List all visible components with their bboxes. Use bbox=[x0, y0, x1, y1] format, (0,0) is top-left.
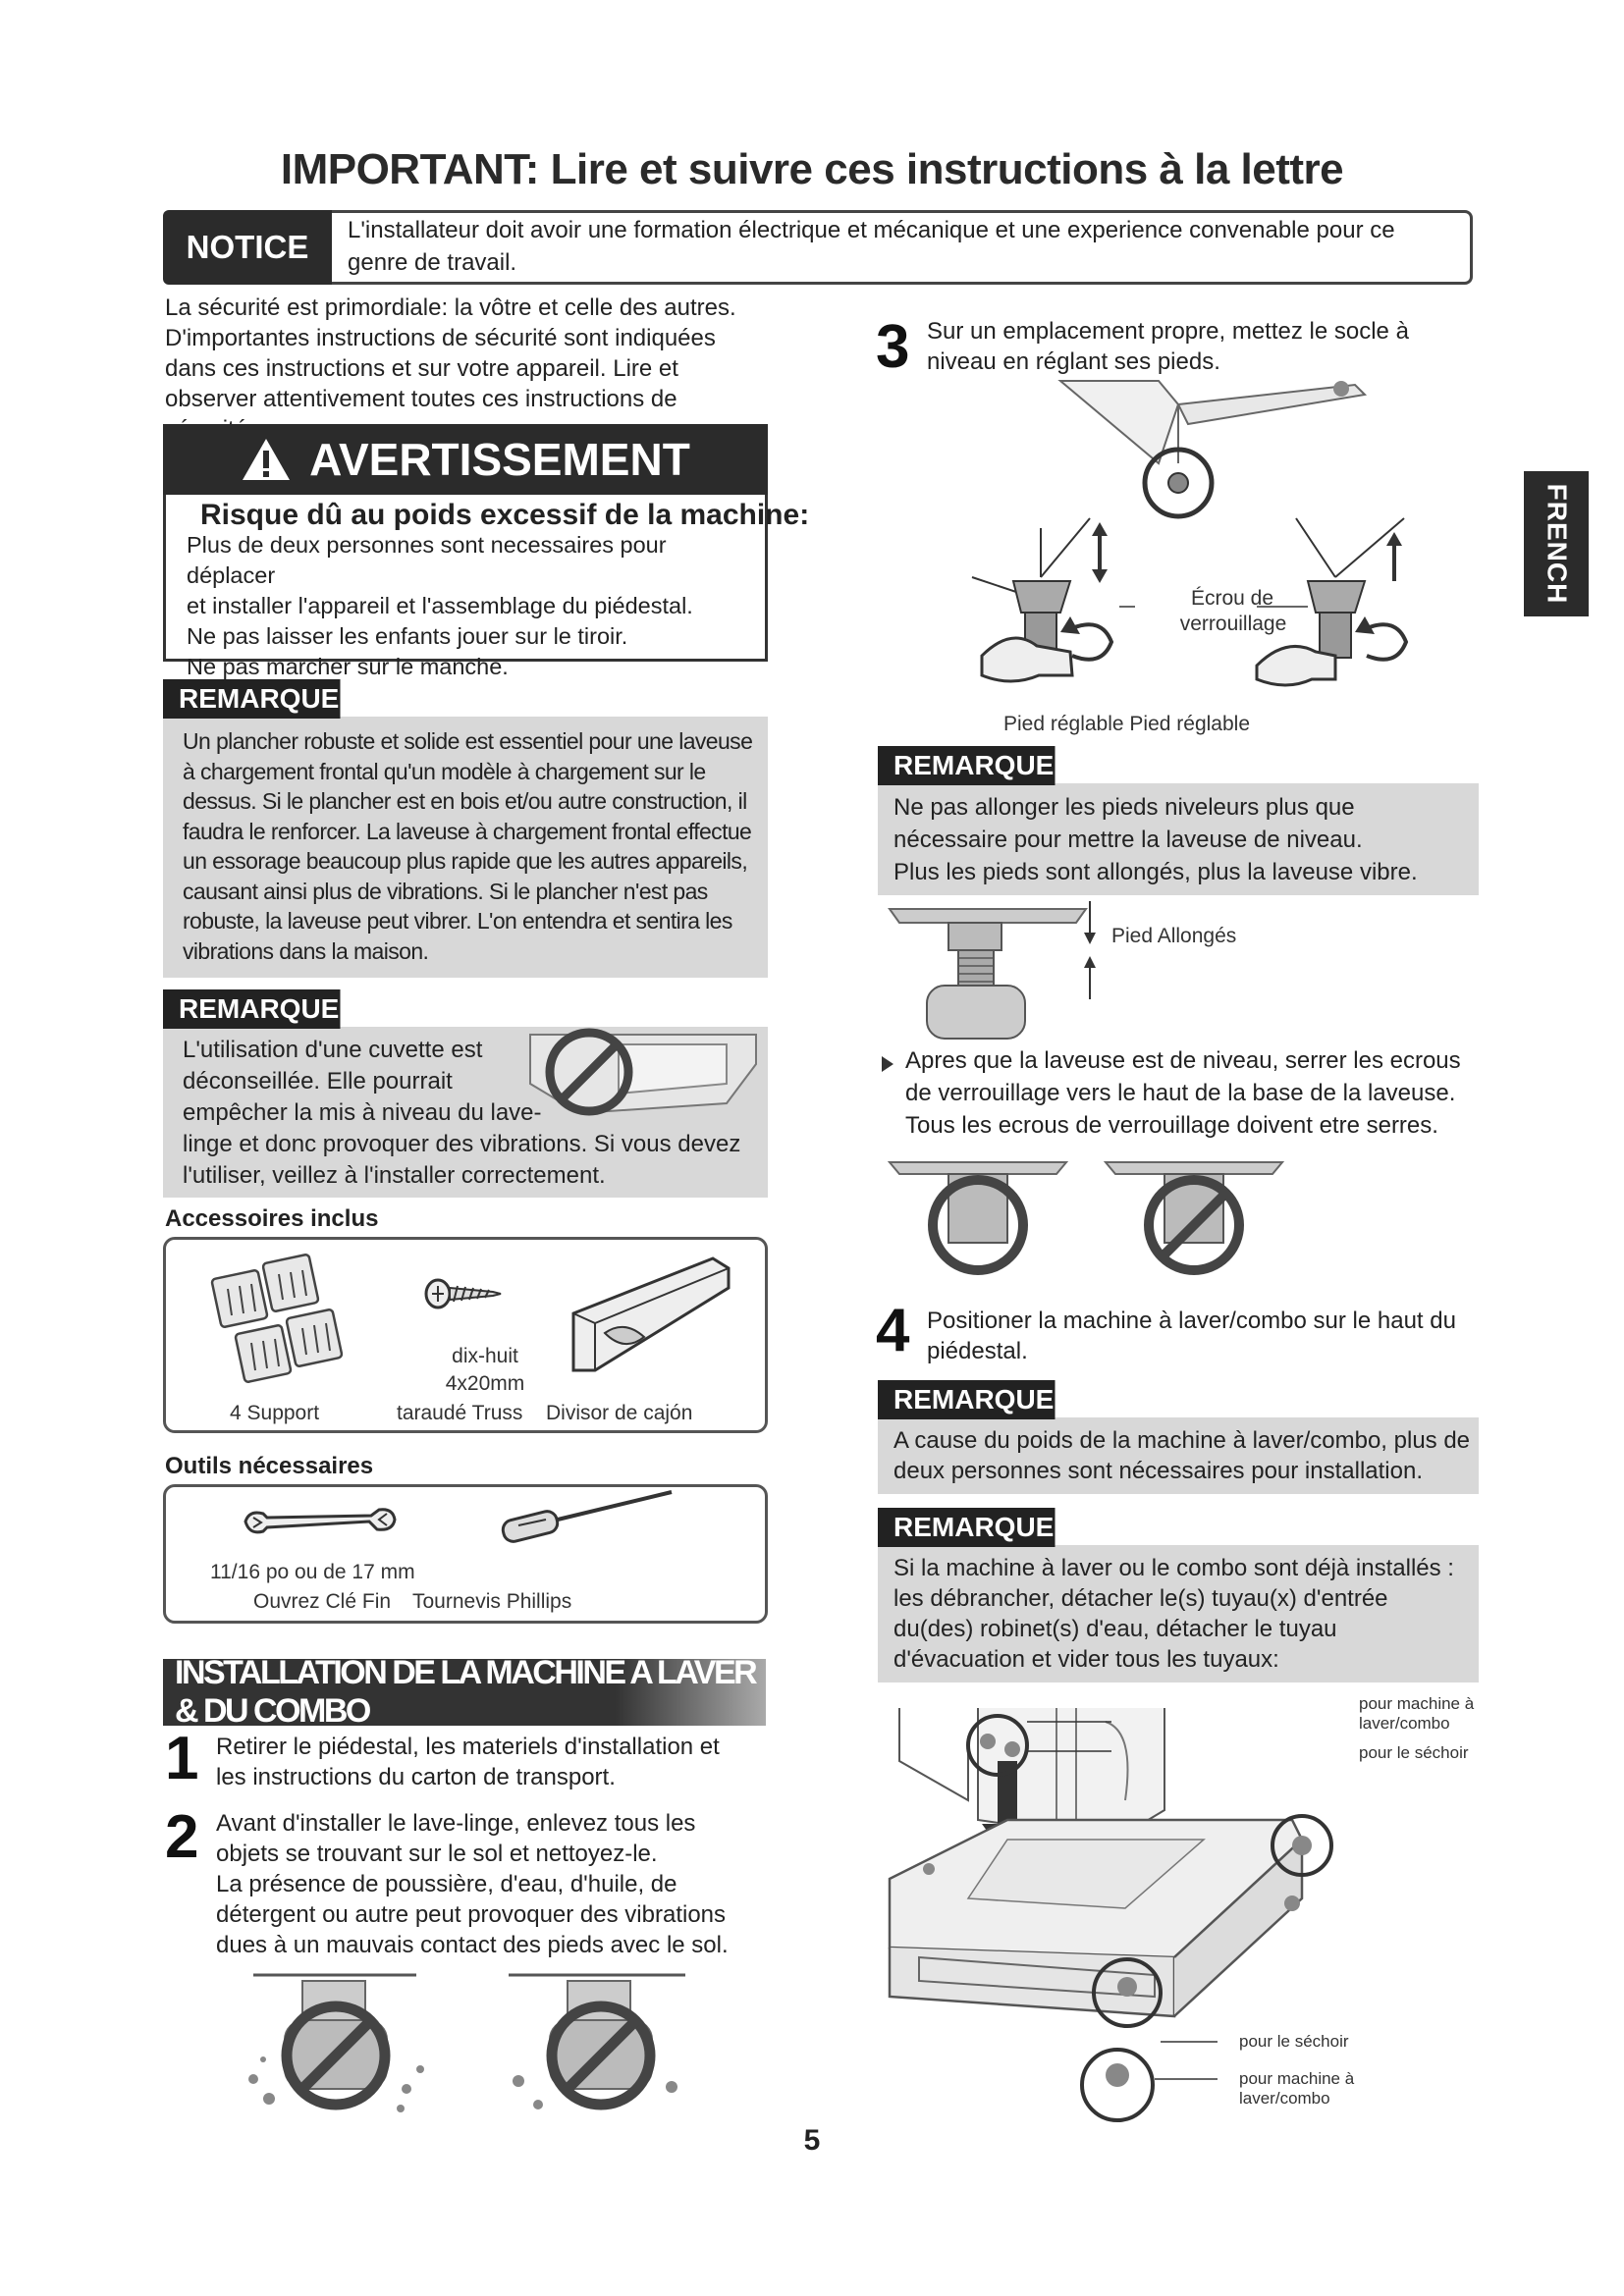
notice-text: L'installateur doit avoir une formation électrique et mécanique et une experience convenable pour ce genre de travail. bbox=[348, 217, 1395, 276]
step-3-text: Sur un emplacement propre, mettez le socle à niveau en réglant ses pieds. bbox=[927, 318, 1409, 375]
screw-label-2: 4x20mm bbox=[445, 1372, 525, 1395]
remark1-text: Un plancher robuste et solide est essentiel pour une laveuse à chargement frontal qu'un modèle à chargement sur le dessus. Si le plancher est en bois et/ou autre construction, il faudra le renforcer. La laveuse à chargement frontal effectue un essorage beaucoup plus rapide que les autres appareils, causant ainsi plus de vibrations. Si le plancher n'est pas robuste, la laveuse peut vibrer. L'on entendra et sentira les vibrations dans la maison. bbox=[183, 728, 753, 964]
notice-tag: NOTICE bbox=[163, 210, 332, 285]
remark1-tag: REMARQUE bbox=[163, 679, 379, 719]
installation-banner: INSTALLATION DE LA MACHINE A LAVER & DU COMBO bbox=[163, 1659, 766, 1726]
washer-top-label-2: laver/combo bbox=[1359, 1714, 1450, 1733]
remark3-line: Ne pas allonger les pieds niveleurs plus que bbox=[893, 794, 1355, 821]
step-2-number: 2 bbox=[165, 1803, 199, 1871]
washer-top-label-1: pour machine à bbox=[1359, 1694, 1475, 1713]
warning-subheading: Risque dû au poids excessif de la machine: bbox=[200, 499, 810, 531]
warning-line: et installer l'appareil et l'assemblage du piédestal. bbox=[187, 593, 693, 618]
support-clips-icon bbox=[206, 1245, 363, 1392]
step-4-number: 4 bbox=[876, 1297, 910, 1364]
page-title: IMPORTANT: Lire et suivre ces instructions à la lettre bbox=[280, 145, 1344, 193]
lock-nut-prohibited-icon bbox=[890, 1156, 1282, 1284]
remark2-line: linge et donc provoquer des vibrations. Si vous devez bbox=[183, 1131, 741, 1157]
pedestal-install-diagram bbox=[880, 1702, 1351, 2124]
step-4-text: Positioner la machine à laver/combo sur le haut du piédestal. bbox=[927, 1308, 1456, 1364]
dryer-top-label: pour le séchoir bbox=[1359, 1743, 1469, 1762]
washer-bottom-label-1: pour machine à bbox=[1239, 2069, 1355, 2088]
warning-heading: AVERTISSEMENT bbox=[309, 434, 690, 485]
remark2-line: déconseillée. Elle pourrait bbox=[183, 1068, 453, 1095]
accessories-heading: Accessoires inclus bbox=[165, 1205, 379, 1232]
page-number: 5 bbox=[803, 2124, 821, 2157]
screwdriver-label: Tournevis Phillips bbox=[412, 1590, 572, 1613]
dirty-floor-prohibited-icon bbox=[234, 1971, 695, 2118]
dryer-bottom-label: pour le séchoir bbox=[1239, 2032, 1349, 2051]
step-2-text: Avant d'installer le lave-linge, enlevez tous les objets se trouvant sur le sol et nettoyez-le. bbox=[216, 1810, 696, 1867]
step-3-number: 3 bbox=[876, 313, 910, 381]
screwdriver-icon bbox=[499, 1486, 676, 1545]
remark3-line: nécessaire pour mettre la laveuse de niveau. bbox=[893, 827, 1363, 853]
support-label: 4 Support bbox=[230, 1402, 320, 1424]
adjustable-foot-label: Pied réglable Pied réglable bbox=[1003, 713, 1251, 735]
wrench-label-2: Ouvrez Clé Fin bbox=[253, 1590, 392, 1613]
remark4-tag: REMARQUE bbox=[878, 1380, 1094, 1419]
extended-foot-diagram bbox=[890, 901, 1106, 1041]
warning-triangle-icon bbox=[241, 437, 292, 482]
screw-icon bbox=[424, 1276, 503, 1311]
remark3-tag: REMARQUE bbox=[878, 746, 1094, 785]
screw-label-1: dix-huit bbox=[452, 1345, 518, 1367]
remark5-text: Si la machine à laver ou le combo sont déjà installés : les débrancher, détacher le(s) tuyau(x) d'entrée du(des) robinet(s) d'eau, détacher le tuyau d'évacuation et vider tous les tuyaux: bbox=[893, 1555, 1454, 1673]
language-side-tab bbox=[1524, 471, 1589, 616]
remark5-tag: REMARQUE bbox=[878, 1508, 1094, 1547]
warning-body bbox=[187, 530, 756, 682]
remark4-text: A cause du poids de la machine à laver/combo, plus de deux personnes sont nécessaires pour installation. bbox=[893, 1427, 1471, 1484]
warning-header bbox=[163, 424, 768, 495]
step-1-text: Retirer le piédestal, les materiels d'installation et les instructions du carton de transport. bbox=[216, 1734, 720, 1790]
washer-bottom-label-2: laver/combo bbox=[1239, 2089, 1330, 2108]
after-level-text: Apres que la laveuse est de niveau, serrer les ecrous de verrouillage vers le haut de la base de la laveuse. Tous les ecrous de verrouillage doivent etre serres. bbox=[905, 1047, 1461, 1139]
screw-label-3: taraudé Truss bbox=[397, 1402, 523, 1424]
step-1-number: 1 bbox=[165, 1725, 199, 1792]
warning-line: Ne pas laisser les enfants jouer sur le tiroir. bbox=[187, 623, 628, 649]
remark2-line: empêcher la mis à niveau du lave- bbox=[183, 1099, 542, 1126]
remark2-tag: REMARQUE bbox=[163, 989, 379, 1029]
basin-prohibited-icon bbox=[520, 1025, 766, 1123]
pedestal-corner-diagram bbox=[1031, 375, 1384, 522]
drawer-divider-icon bbox=[566, 1255, 732, 1382]
lock-nut-label-1: Écrou de bbox=[1190, 587, 1274, 610]
tools-heading: Outils nécessaires bbox=[165, 1453, 374, 1479]
remark2-line: l'utiliser, veillez à l'installer correctement. bbox=[183, 1162, 606, 1189]
language-label: FRENCH bbox=[1542, 483, 1573, 605]
wrench-icon bbox=[242, 1492, 399, 1551]
remark2-line: L'utilisation d'une cuvette est bbox=[183, 1037, 483, 1063]
wrench-label-1: 11/16 po ou de 17 mm bbox=[210, 1561, 415, 1583]
extended-foot-label: Pied Allongés bbox=[1111, 925, 1237, 947]
remark3-text bbox=[893, 791, 1473, 888]
lock-nut-label-2: verrouillage bbox=[1179, 613, 1287, 635]
remark3-line: Plus les pieds sont allongés, plus la laveuse vibre. bbox=[893, 859, 1418, 885]
warning-line: Plus de deux personnes sont necessaires pour déplacer bbox=[187, 532, 667, 588]
safety-intro: La sécurité est primordiale: la vôtre et celle des autres. D'importantes instructions de sécurité sont indiquées dans ces instructions et sur votre appareil. Lire et observer attentivement toutes ces instructions de bbox=[165, 294, 736, 412]
divider-label: Divisor de cajón bbox=[546, 1402, 693, 1424]
step-2-text-2: La présence de poussière, d'eau, d'huile, de détergent ou autre peut provoquer des vibrations dues à un mauvais contact des pieds avec le sol. bbox=[216, 1871, 729, 1958]
warning-line: Ne pas marcher sur le manche. bbox=[187, 654, 509, 679]
bullet-arrow-icon bbox=[880, 1054, 895, 1074]
